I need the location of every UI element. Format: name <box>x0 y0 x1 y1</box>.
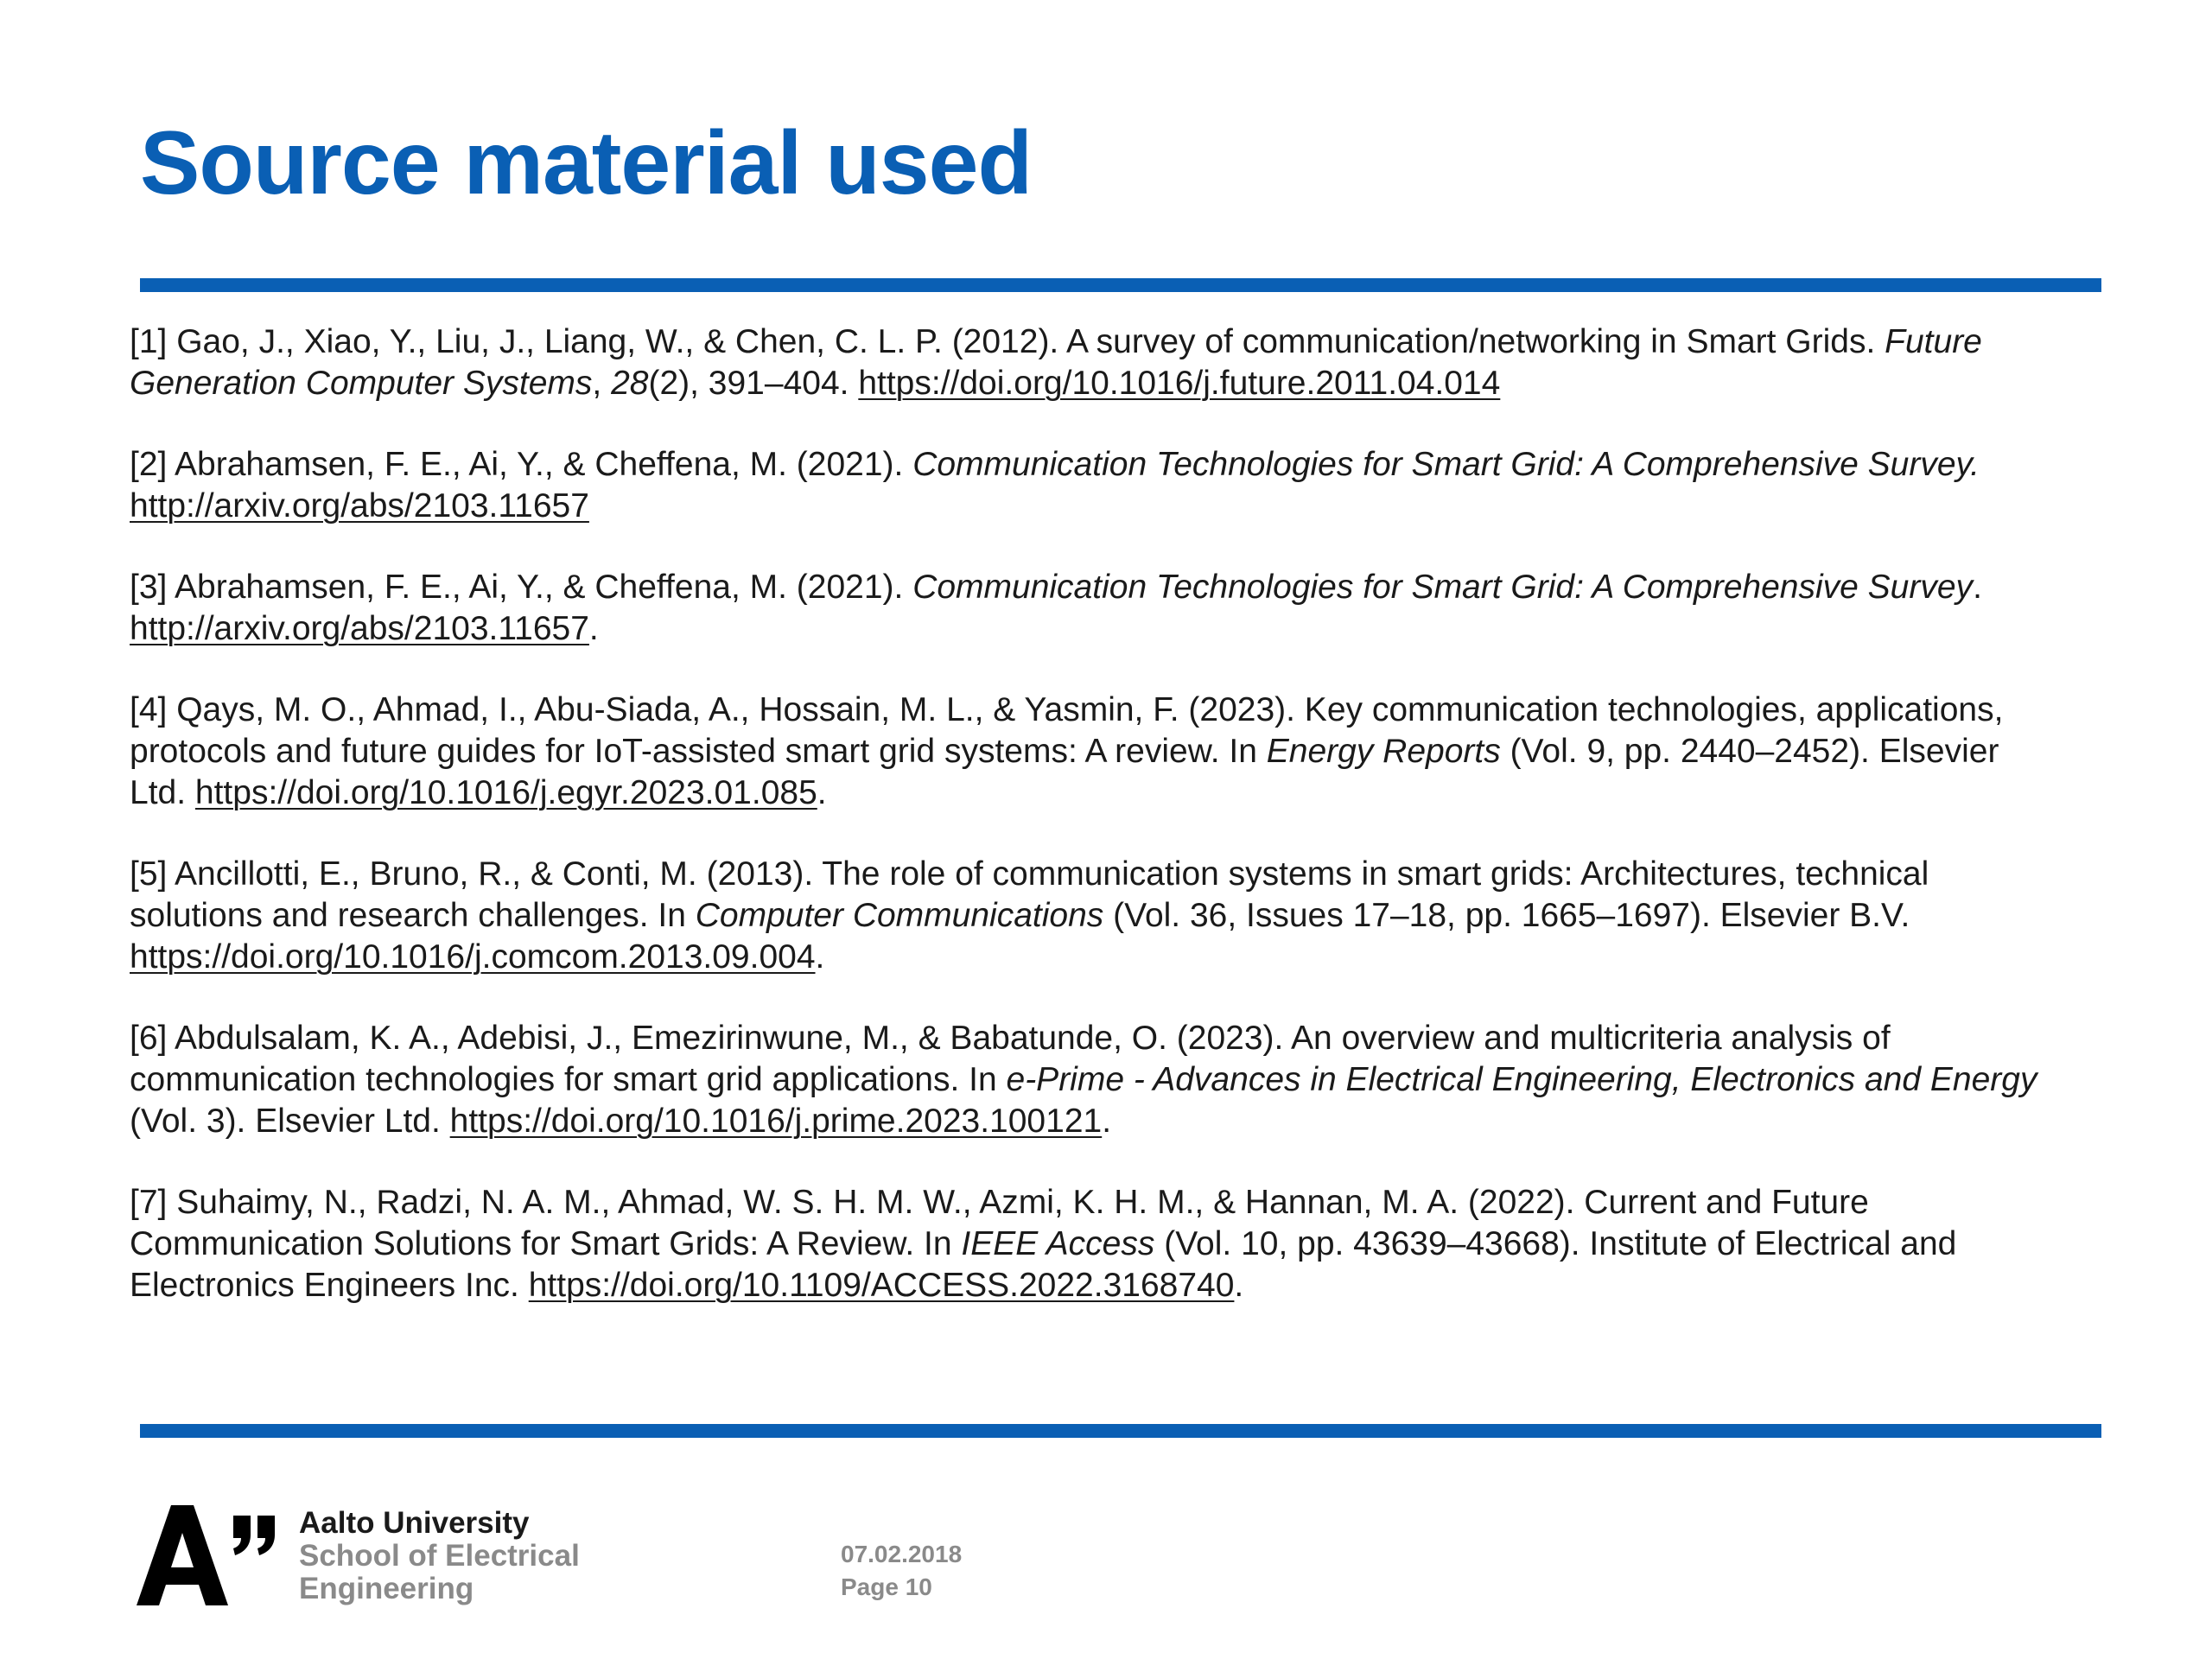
reference-link[interactable]: https://doi.org/10.1016/j.future.2011.04.014 <box>858 365 1501 402</box>
reference-text: [5] Ancillotti, E., Bruno, R., & Conti, M. (2013). The role of communication systems in smart grids: Architectures, technical solutions and research challenges. In <box>130 855 1929 934</box>
reference-journal: IEEE Access <box>961 1225 1155 1262</box>
reference-journal: Energy Reports <box>1266 733 1501 770</box>
reference-item-3 <box>130 567 2056 650</box>
reference-item-2 <box>130 444 2056 527</box>
reference-text: [6] Abdulsalam, K. A., Adebisi, J., Emezirinwune, M., & Babatunde, O. (2023). An overview and multicriteria analysis of communication technologies for smart grid applications. In <box>130 1020 1891 1098</box>
reference-journal: e-Prime - Advances in Electrical Engineering, Electronics and Energy <box>1006 1061 2037 1098</box>
reference-text: . <box>1973 569 1982 606</box>
university-signature <box>299 1507 580 1605</box>
reference-link[interactable]: http://arxiv.org/abs/2103.11657 <box>130 487 589 524</box>
reference-journal: Computer Communications <box>695 897 1104 934</box>
reference-list <box>130 321 2056 1346</box>
reference-text: (Vol. 36, Issues 17–18, pp. 1665–1697). Elsevier B.V. <box>1103 897 1910 934</box>
page-title: Source material used <box>140 113 1032 213</box>
reference-text: (2), 391–404. <box>648 365 859 402</box>
reference-title: Communication Technologies for Smart Grid: A Comprehensive Survey. <box>912 446 1980 483</box>
reference-end: . <box>817 774 827 811</box>
reference-link[interactable]: https://doi.org/10.1109/ACCESS.2022.3168740 <box>528 1267 1235 1304</box>
reference-text: [3] Abrahamsen, F. E., Ai, Y., & Cheffena, M. (2021). <box>130 569 913 606</box>
slide-meta <box>841 1538 962 1604</box>
reference-item-5 <box>130 854 2056 978</box>
department-name: Engineering <box>299 1572 474 1605</box>
reference-link[interactable]: https://doi.org/10.1016/j.comcom.2013.09.004 <box>130 938 816 976</box>
reference-end: . <box>1102 1103 1112 1140</box>
bottom-divider <box>140 1424 2101 1438</box>
slide-date: 07.02.2018 <box>841 1541 963 1567</box>
reference-text: [2] Abrahamsen, F. E., Ai, Y., & Cheffena, M. (2021). <box>130 446 913 483</box>
reference-text: [7] Suhaimy, N., Radzi, N. A. M., Ahmad, W. S. H. M. W., Azmi, K. H. M., & Hannan, M. A. (2022). Current and Future Communication Solutions for Smart Grids: A Review. In <box>130 1184 1869 1262</box>
reference-journal: Future Generation Computer Systems <box>130 323 1982 402</box>
reference-title: Communication Technologies for Smart Grid: A Comprehensive Survey <box>912 569 1974 606</box>
page-number: Page 10 <box>841 1573 932 1600</box>
top-divider <box>140 278 2101 292</box>
reference-item-1 <box>130 321 2056 404</box>
reference-text: [1] Gao, J., Xiao, Y., Liu, J., Liang, W., & Chen, C. L. P. (2012). A survey of communication/networking in Smart Grids. <box>130 323 1885 360</box>
reference-end: . <box>1234 1267 1244 1304</box>
reference-item-4 <box>130 690 2056 814</box>
reference-link[interactable]: http://arxiv.org/abs/2103.11657 <box>130 610 589 647</box>
reference-text: , <box>592 365 612 402</box>
reference-end: . <box>815 938 825 976</box>
reference-item-7 <box>130 1182 2056 1306</box>
reference-end: . <box>588 610 599 647</box>
reference-volume: 28 <box>611 365 649 402</box>
reference-text: (Vol. 10, pp. 43639–43668). Institute of Electrical and Electronics Engineers Inc. <box>130 1225 1957 1304</box>
reference-link[interactable]: https://doi.org/10.1016/j.egyr.2023.01.085 <box>194 774 817 811</box>
reference-link[interactable]: https://doi.org/10.1016/j.prime.2023.100121 <box>449 1103 1103 1140</box>
reference-text: (Vol. 9, pp. 2440–2452). Elsevier Ltd. <box>130 733 1999 811</box>
reference-text: [4] Qays, M. O., Ahmad, I., Abu-Siada, A., Hossain, M. L., & Yasmin, F. (2023). Key communication technologies, applications, protocols and future guides for IoT-assisted smart grid systems: A review. In <box>130 691 2004 770</box>
school-name: School of Electrical <box>299 1539 580 1573</box>
reference-item-6 <box>130 1018 2056 1142</box>
aalto-logo-icon <box>137 1505 275 1605</box>
university-name: Aalto University <box>299 1506 530 1540</box>
reference-text: (Vol. 3). Elsevier Ltd. <box>130 1103 450 1140</box>
